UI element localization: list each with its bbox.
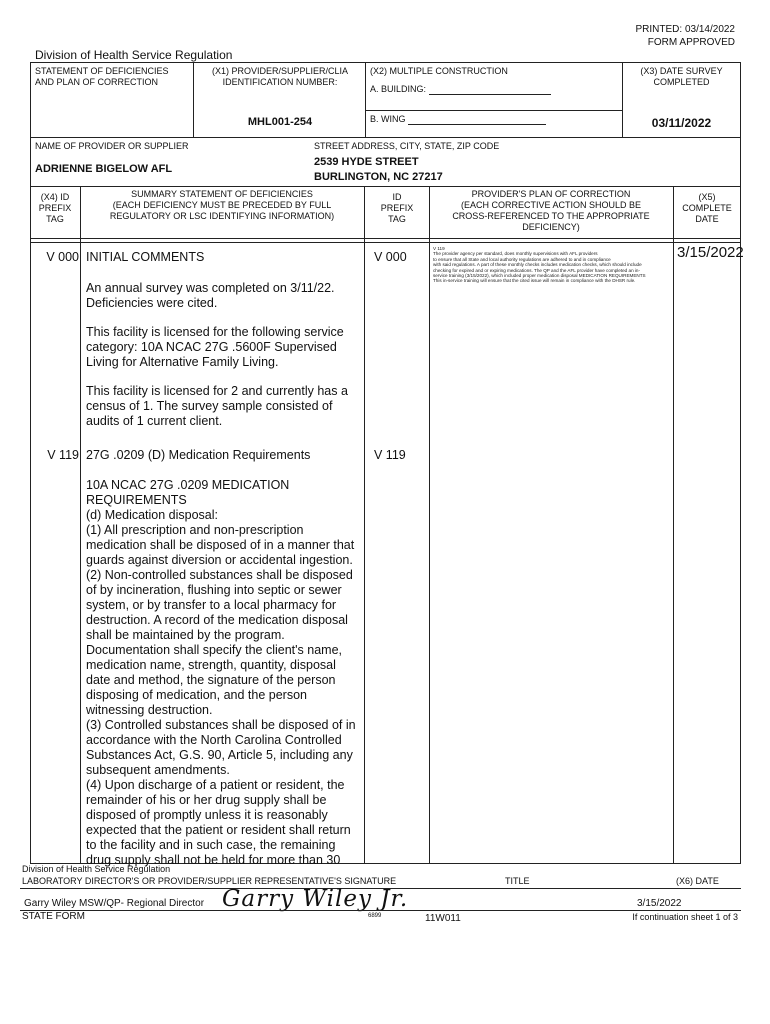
- building-field: [370, 84, 551, 95]
- agency-name: Division of Health Service Regulation: [35, 48, 233, 62]
- form-code: 6899: [368, 913, 382, 919]
- signature-label: LABORATORY DIRECTOR'S OR PROVIDER/SUPPLIER REPRESENTATIVE'S SIGNATURE: [22, 876, 397, 886]
- id-header: ID PREFIX TAG: [380, 192, 414, 224]
- event-id: 11W011: [425, 913, 461, 924]
- summary-header: SUMMARY STATEMENT OF DEFICIENCIES (EACH DEFICIENCY MUST BE PRECEDED BY FULL REGULATORY OR LSC IDENTIFYING INFORMATION): [109, 189, 335, 221]
- plan-of-correction-text: V 119 The provider agency per standard, does monthly supervisions with AFL providers to ensure that all State and local authority regulations are adhered to and in compliance with said regulations. A part of these monthly checks includes medication checks, which should include checking for expired and or expiring medications. The QP and the AFL provider have completed an in- service training (3/15/2022), which included proper medication disposal MEDICATION REQUIREMENTS This in-service training will ensure that the cited issue will remain in compliance with the DHSR rule.: [433, 246, 646, 284]
- wing-blank: [408, 115, 546, 125]
- provider-id: MHL001-254: [247, 116, 313, 128]
- survey-date: 03/11/2022: [651, 116, 712, 130]
- footer-agency: Division of Health Service Regulation: [22, 864, 171, 874]
- title-label: TITLE: [505, 876, 530, 886]
- continuation-note: If continuation sheet 1 of 3: [632, 912, 738, 922]
- x2-label: (X2) MULTIPLE CONSTRUCTION: [370, 66, 508, 76]
- form-approved: FORM APPROVED: [647, 37, 735, 48]
- provider-name-label: NAME OF PROVIDER OR SUPPLIER: [35, 141, 189, 151]
- initial-comments-title: INITIAL COMMENTS: [86, 250, 205, 264]
- provider-name: ADRIENNE BIGELOW AFL: [35, 163, 173, 175]
- tag-v000: V 000: [46, 250, 79, 264]
- license-category: This facility is licensed for the following service category: 10A NCAC 27G .5600F Supervised Living for Alternative Family Living.: [86, 325, 344, 369]
- id-v119: V 119: [374, 448, 406, 462]
- census-note: This facility is licensed for 2 and currently has a census of 1. The survey sample consisted of audits of 1 current client.: [86, 384, 348, 428]
- signature: Garry Wiley Jr.: [222, 886, 409, 912]
- city-state-zip: BURLINGTON, NC 27217: [314, 171, 443, 183]
- complete-date: 3/15/2022: [677, 244, 744, 261]
- wing-field: [370, 114, 546, 125]
- medication-requirements-title: 27G .0209 (D) Medication Requirements: [86, 448, 311, 462]
- tag-v119: V 119: [47, 448, 79, 462]
- address-label: STREET ADDRESS, CITY, STATE, ZIP CODE: [314, 141, 500, 151]
- survey-note: An annual survey was completed on 3/11/22. Deficiencies were cited.: [86, 281, 335, 310]
- printed-date: PRINTED: 03/14/2022: [635, 24, 735, 35]
- x4-header: (X4) ID PREFIX TAG: [38, 192, 72, 224]
- building-label: A. BUILDING:: [370, 84, 427, 94]
- regulation-text: 10A NCAC 27G .0209 MEDICATION REQUIREMENTS (d) Medication disposal: (1) All prescription and non-prescription medication shall be disposed of in a manner that guards against diversion or accidental ingestion. (2) Non-controlled substances shall be disposed of by incineration, flushing into septic or sewer system, or by transfer to a local pharmacy for destruction. A record of the medication disposal shall be maintained by the program. Documentation shall specify the client's name, medication name, strength, quantity, disposal date and method, the signature of the person disposing of medication, and the person witnessing destruction. (3) Controlled substances shall be disposed of in accordance with the North Carolina Controlled Substances Act, G.S. 90, Article 5, including any subsequent amendments. (4) Upon discharge of a patient or resident, the remainder of his or her drug supply shall be disposed of promptly unless it is reasonably expected that the patient or resident shall return to the facility and in such case, the remaining drug supply shall not be held for more than 30: [86, 478, 356, 867]
- plan-header: PROVIDER'S PLAN OF CORRECTION (EACH CORRECTIVE ACTION SHOULD BE CROSS-REFERENCED TO THE APPROPRIATE DEFICIENCY): [452, 189, 650, 232]
- x6-date-label: (X6) DATE: [676, 876, 719, 886]
- wing-label: B. WING: [370, 114, 406, 124]
- x3-label: (X3) DATE SURVEY COMPLETED: [640, 66, 723, 87]
- x5-header: (X5) COMPLETE DATE: [682, 192, 732, 224]
- summary-paragraphs: [86, 281, 361, 443]
- signer-name: Garry Wiley MSW/QP- Regional Director: [24, 898, 205, 909]
- statement-label: STATEMENT OF DEFICIENCIES AND PLAN OF CORRECTION: [35, 66, 169, 87]
- signature-date: 3/15/2022: [637, 898, 682, 909]
- id-v000: V 000: [374, 250, 407, 264]
- street-address: 2539 HYDE STREET: [314, 156, 419, 168]
- building-blank: [429, 85, 551, 95]
- x1-label: (X1) PROVIDER/SUPPLIER/CLIA IDENTIFICATION NUMBER:: [211, 66, 349, 87]
- state-form-label: STATE FORM: [22, 911, 85, 922]
